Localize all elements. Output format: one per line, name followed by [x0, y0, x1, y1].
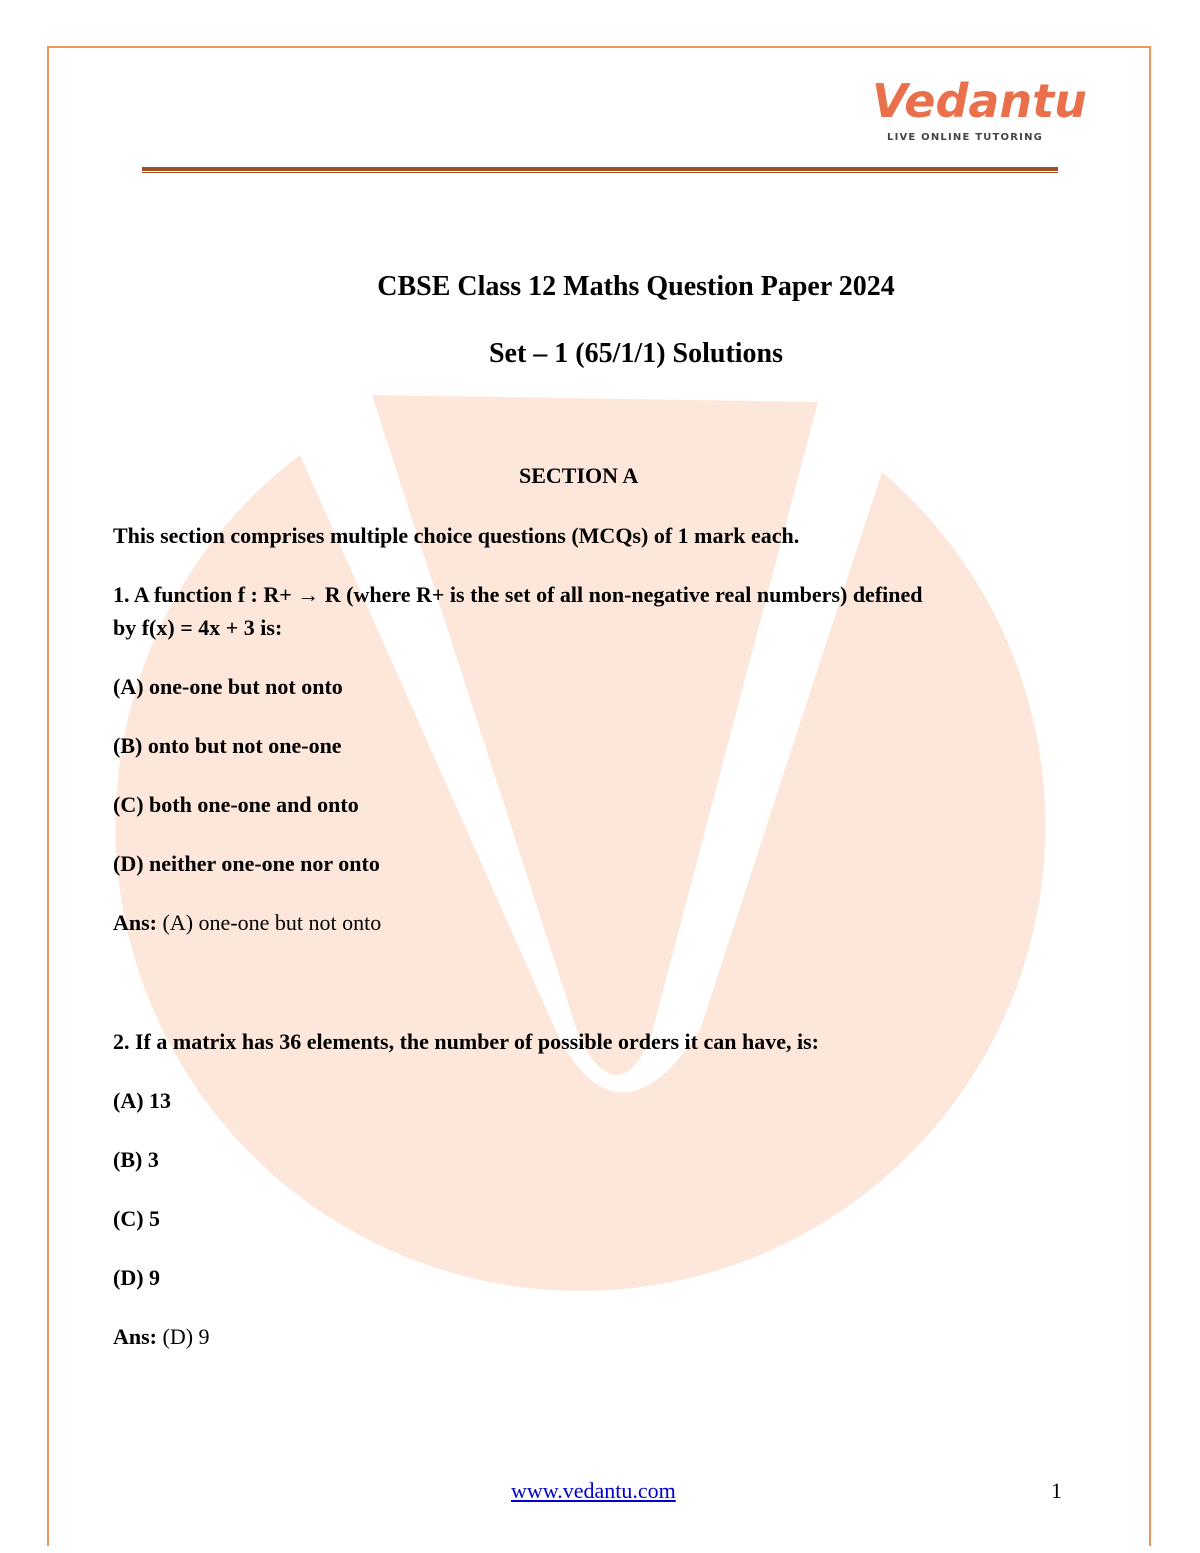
page-title: CBSE Class 12 Maths Question Paper 2024 [377, 271, 895, 302]
question-2-line-1: 2. If a matrix has 36 elements, the number of possible orders it can have, is: [113, 1029, 819, 1054]
answer-label: Ans: [113, 910, 158, 935]
question-1-option-a: (A) one-one but not onto [113, 674, 343, 699]
section-heading: SECTION A [519, 463, 639, 488]
question-2-option-b: (B) 3 [113, 1147, 159, 1172]
footer-website-link[interactable]: www.vedantu.com [511, 1478, 676, 1503]
answer-label: Ans: [113, 1324, 158, 1349]
header-divider [142, 167, 1058, 173]
question-1-option-b: (B) onto but not one-one [113, 733, 342, 758]
logo-tagline: LIVE ONLINE TUTORING [887, 132, 1044, 143]
question-1-answer [113, 906, 381, 939]
question-1-option-c: (C) both one-one and onto [113, 792, 359, 817]
question-1-option-d: (D) neither one-one nor onto [113, 851, 380, 876]
question-1-line-2: by f(x) = 4x + 3 is: [113, 615, 283, 640]
question-2-option-a: (A) 13 [113, 1088, 172, 1113]
question-2-option-d: (D) 9 [113, 1265, 161, 1290]
question-1-line-1: 1. A function f : R+ → R (where R+ is the set of all non-negative real numbers) defined [113, 582, 923, 607]
vedantu-logo [870, 74, 1087, 148]
answer-text: (D) 9 [157, 1324, 210, 1349]
question-2-answer [113, 1320, 210, 1353]
answer-text: (A) one-one but not onto [157, 910, 382, 935]
section-intro: This section comprises multiple choice questions (MCQs) of 1 mark each. [113, 523, 800, 548]
question-2-option-c: (C) 5 [113, 1206, 161, 1231]
page-subtitle: Set – 1 (65/1/1) Solutions [488, 338, 784, 369]
logo-wordmark: Vedantu [872, 74, 1087, 128]
page-number: 1 [1051, 1478, 1062, 1503]
